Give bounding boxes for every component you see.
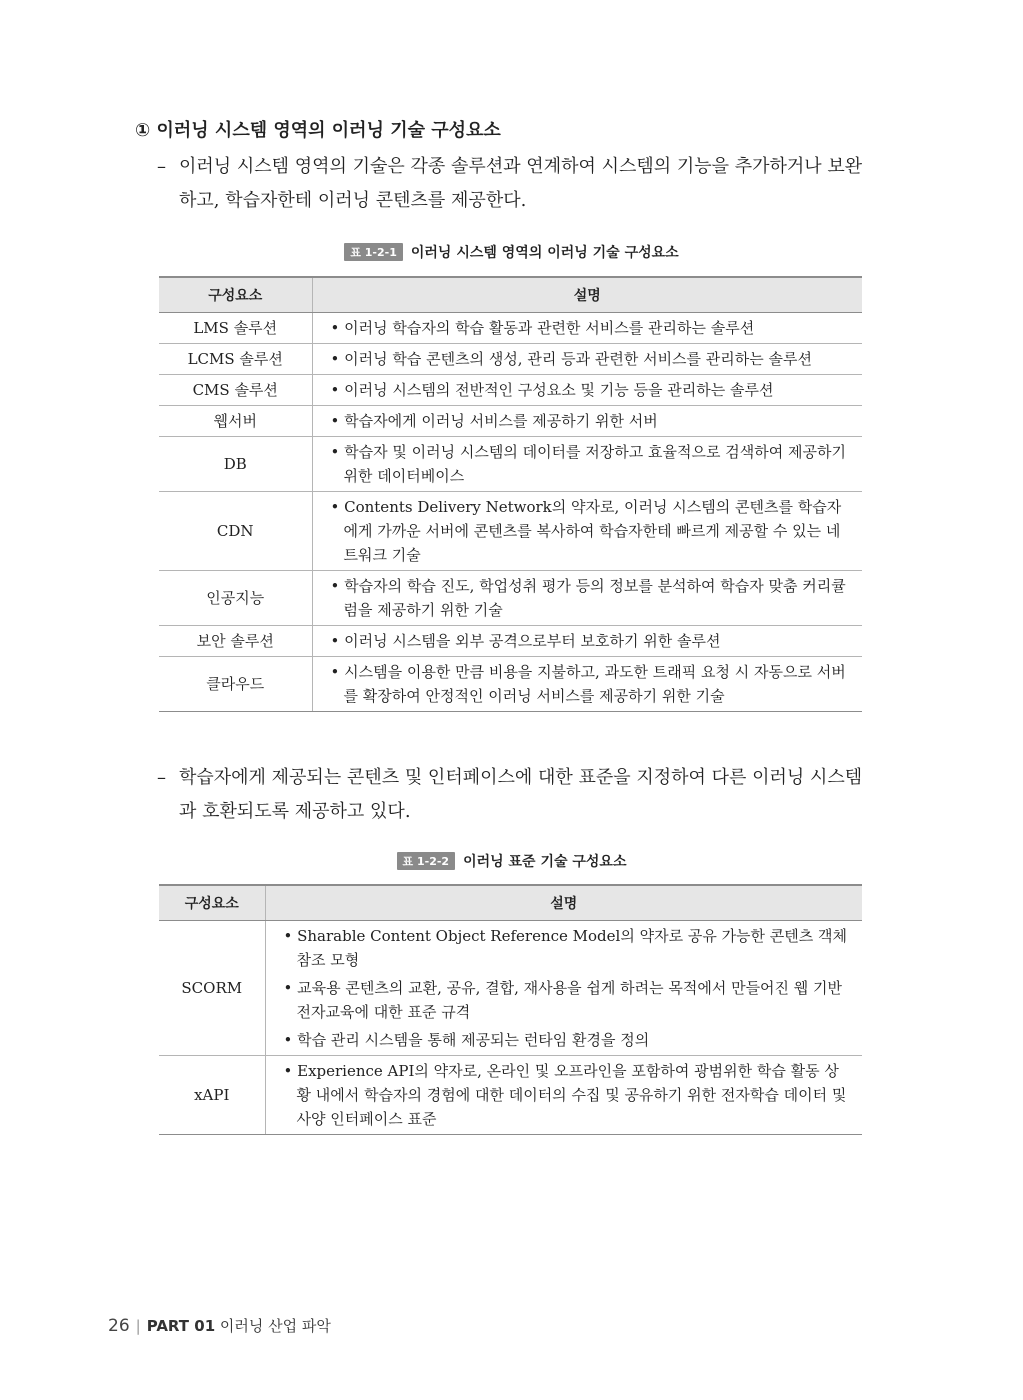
table-number-tag: 표 1-2-1 (344, 243, 403, 261)
table-row (159, 375, 862, 406)
table-row (159, 626, 862, 657)
component-name: 클라우드 (159, 657, 312, 712)
table-caption-title: 이러닝 표준 기술 구성요소 (463, 854, 627, 870)
paragraph-2 (157, 761, 863, 829)
component-description (312, 657, 862, 712)
footer-separator: | (135, 1317, 141, 1335)
description-bullet: • 학습자의 학습 진도, 학업성취 평가 등의 정보를 분석하여 학습자 맞춤 커리큘럼을 제공하기 위한 기술 (330, 577, 846, 619)
paragraph-text: 학습자에게 제공되는 콘텐츠 및 인터페이스에 대한 표준을 지정하여 다른 이러닝 시스템과 호환되도록 제공하고 있다. (179, 767, 863, 822)
table-row (159, 344, 862, 375)
component-name: 보안 솔루션 (159, 626, 312, 657)
component-description (312, 375, 862, 406)
description-bullet: • 이러닝 학습 콘텐츠의 생성, 관리 등과 관련한 서비스를 관리하는 솔루션 (330, 350, 813, 368)
table-row (159, 657, 862, 712)
page-number: 26 (108, 1316, 130, 1336)
component-description (312, 492, 862, 571)
section-title: ① 이러닝 시스템 영역의 이러닝 기술 구성요소 (135, 120, 501, 141)
component-description (312, 344, 862, 375)
component-description (265, 921, 862, 1056)
table-caption (0, 242, 1023, 262)
table-row (159, 1056, 862, 1135)
table-number-tag: 표 1-2-2 (397, 852, 456, 870)
component-description (312, 437, 862, 492)
description-bullet: • Contents Delivery Network의 약자로, 이러닝 시스템의 콘텐츠를 학습자에게 가까운 서버에 콘텐츠를 복사하여 학습자한테 빠르게 제공할 수 있는 네트워크 기술 (330, 498, 842, 564)
component-description (312, 626, 862, 657)
column-header: 구성요소 (159, 277, 312, 313)
column-header: 설명 (312, 277, 862, 313)
paragraph-1 (157, 150, 863, 218)
chapter-title: 이러닝 산업 파악 (219, 1317, 331, 1335)
table-elearning-system-components (159, 276, 862, 712)
component-name: LCMS 솔루션 (159, 344, 312, 375)
description-bullet: • 이러닝 시스템의 전반적인 구성요소 및 기능 등을 관리하는 솔루션 (330, 381, 774, 399)
component-name: 인공지능 (159, 571, 312, 626)
component-description (265, 1056, 862, 1135)
component-description (312, 313, 862, 344)
component-description (312, 406, 862, 437)
table-row (159, 406, 862, 437)
description-bullet: • 이러닝 시스템을 외부 공격으로부터 보호하기 위한 솔루션 (330, 632, 721, 650)
description-bullet: • 학습자에게 이러닝 서비스를 제공하기 위한 서버 (330, 412, 658, 430)
component-name: 웹서버 (159, 406, 312, 437)
component-name: CDN (159, 492, 312, 571)
table-row (159, 492, 862, 571)
table-row (159, 313, 862, 344)
table-row (159, 921, 862, 1056)
component-name: SCORM (159, 921, 265, 1056)
description-bullet: • Sharable Content Object Reference Model의 약자로 공유 가능한 콘텐츠 객체 참조 모형 (283, 927, 848, 969)
table-elearning-standard-components (159, 884, 862, 1135)
description-bullet: • 학습자 및 이러닝 시스템의 데이터를 저장하고 효율적으로 검색하여 제공하기 위한 데이터베이스 (330, 443, 846, 485)
table-caption (0, 851, 1023, 871)
table-row (159, 571, 862, 626)
component-name: CMS 솔루션 (159, 375, 312, 406)
column-header: 설명 (265, 885, 862, 921)
paragraph-text: 이러닝 시스템 영역의 기술은 각종 솔루션과 연계하여 시스템의 기능을 추가하거나 보완하고, 학습자한테 이러닝 콘텐츠를 제공한다. (179, 156, 863, 211)
dash-bullet: – (157, 156, 166, 177)
page-footer (108, 1315, 331, 1336)
description-bullet: • 시스템을 이용한 만큼 비용을 지불하고, 과도한 트래픽 요청 시 자동으로 서버를 확장하여 안정적인 이러닝 서비스를 제공하기 위한 기술 (330, 663, 846, 705)
description-bullet: • 교육용 콘텐츠의 교환, 공유, 결합, 재사용을 쉽게 하려는 목적에서 만들어진 웹 기반 전자교육에 대한 표준 규격 (283, 979, 843, 1021)
table-caption-title: 이러닝 시스템 영역의 이러닝 기술 구성요소 (410, 245, 679, 261)
component-name: xAPI (159, 1056, 265, 1135)
dash-bullet: – (157, 767, 166, 788)
description-bullet: • Experience API의 약자로, 온라인 및 오프라인을 포함하여 광범위한 학습 활동 상황 내에서 학습자의 경험에 대한 데이터의 수집 및 공유하기 위한 전자학습 데이터 및 사양 인터페이스 표준 (283, 1062, 847, 1128)
component-name: LMS 솔루션 (159, 313, 312, 344)
part-label: PART 01 (146, 1317, 216, 1335)
component-description (312, 571, 862, 626)
description-bullet: • 이러닝 학습자의 학습 활동과 관련한 서비스를 관리하는 솔루션 (330, 319, 755, 337)
description-bullet: • 학습 관리 시스템을 통해 제공되는 런타임 환경을 정의 (283, 1031, 650, 1049)
table-row (159, 437, 862, 492)
component-name: DB (159, 437, 312, 492)
column-header: 구성요소 (159, 885, 265, 921)
